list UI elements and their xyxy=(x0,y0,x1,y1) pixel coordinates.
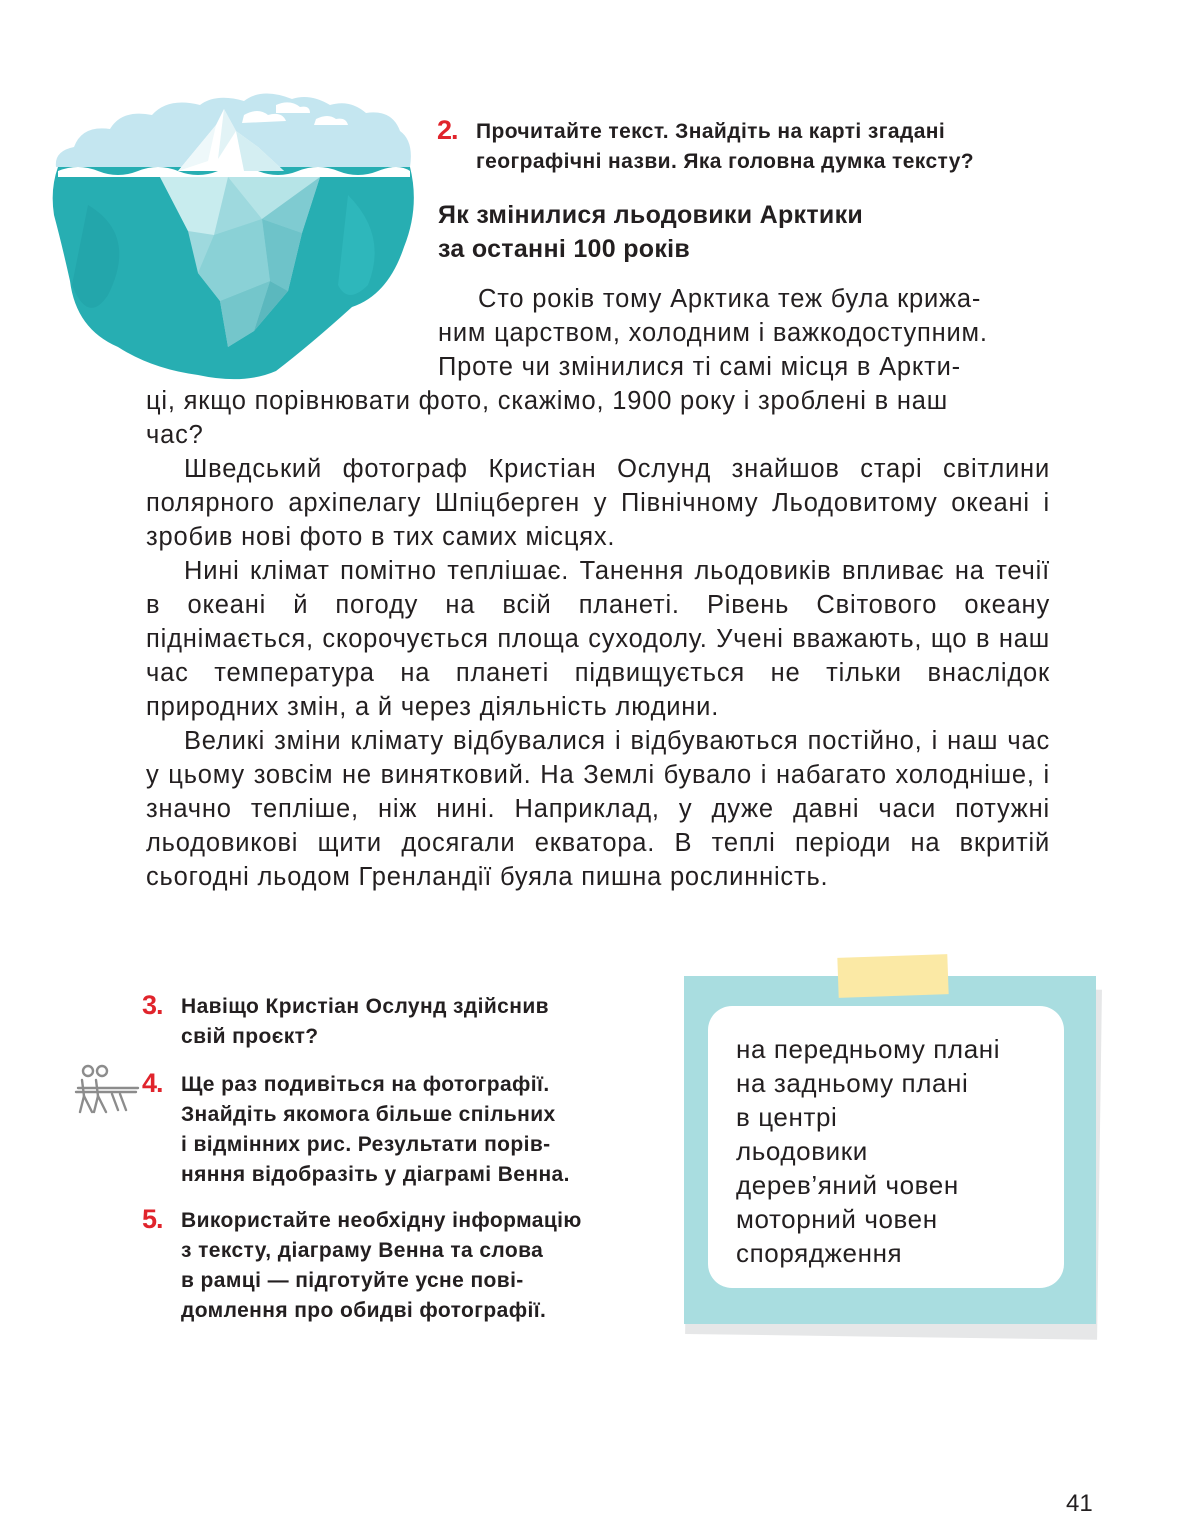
task-4-line-1: Ще раз подивіться на фотографії. xyxy=(181,1073,550,1096)
word-3: в центрі xyxy=(736,1102,838,1132)
task-4-line-3: і відмінних рис. Результати порів- xyxy=(181,1133,551,1156)
task-3-line-1: Навіщо Кристіан Ослунд здійснив xyxy=(181,995,549,1018)
task-5-line-1: Використайте необхідну інформацію xyxy=(181,1209,582,1232)
page-number: 41 xyxy=(1066,1490,1093,1517)
task-5-line-3: в рамці — підготуйте усне пові- xyxy=(181,1269,524,1292)
word-2: на задньому плані xyxy=(736,1068,969,1098)
article-title xyxy=(438,198,1038,266)
task-2-line-1: Прочитайте текст. Знайдіть на карті згадані xyxy=(476,120,946,143)
word-4: льодовики xyxy=(736,1136,868,1166)
p1-line-5: час? xyxy=(146,421,204,449)
task-2-number: 2. xyxy=(437,115,458,145)
p1-line-1: Сто років тому Арктика теж була крижа- xyxy=(478,285,982,313)
article-title-line-2: за останні 100 років xyxy=(438,235,691,263)
task-5-line-4: домлення про обидві фотографії. xyxy=(181,1299,547,1322)
article-body xyxy=(146,452,1050,894)
word-6: моторний човен xyxy=(736,1204,938,1234)
task-5 xyxy=(142,1206,617,1326)
task-4-line-4: няння відобразіть у діаграмі Венна. xyxy=(181,1163,570,1186)
article-paragraph-1 xyxy=(146,282,1050,452)
word-5: дерев’яний човен xyxy=(736,1170,959,1200)
p1-line-3: Проте чи змінилися ті самі місця в Аркти- xyxy=(438,353,961,381)
tape-strip xyxy=(837,954,948,998)
word-frame xyxy=(684,976,1096,1324)
word-7: спорядження xyxy=(736,1238,903,1268)
p1-line-2: ним царством, холодним і важкодоступним. xyxy=(438,319,988,347)
task-5-line-2: з тексту, діаграму Венна та слова xyxy=(181,1239,544,1262)
task-3-number: 3. xyxy=(142,990,163,1020)
article-title-line-1: Як змінилися льодовики Арктики xyxy=(438,201,864,229)
article-paragraph-2: Шведський фотограф Кристіан Ослунд знайшов старі світлини полярного архіпелагу Шпіцберген у Північному Льодовитому океані і зробив нові фото в тих самих місцях. xyxy=(146,455,1050,551)
word-1: на передньому плані xyxy=(736,1034,1001,1064)
task-4-line-2: Знайдіть якомога більше спільних xyxy=(181,1103,556,1126)
task-3-line-2: свій проєкт? xyxy=(181,1025,319,1048)
task-4-number: 4. xyxy=(142,1068,163,1098)
p1-line-4: ці, якщо порівнювати фото, скажімо, 1900 року і зроблені в наш xyxy=(146,387,949,415)
article-paragraph-4: Великі зміни клімату відбувалися і відбуваються постійно, і наш час у цьому зовсім не винятковий. На Землі бувало і набагато холодніше, і значно тепліше, ніж нині. Наприклад, у дуже давні часи потужні льодовикові щити досягали екватора. В теплі періоди на вкритій сьогодні льодом Гренландії буяла пишна рослинність. xyxy=(146,727,1050,891)
people-pulling-rope-icon xyxy=(72,1062,140,1118)
article-paragraph-3: Нині клімат помітно теплішає. Танення льодовиків впливає на течії в океані й погоду на всій планеті. Рівень Світового океану піднімається, скорочується площа суходолу. Учені вважають, що в наш час температура на планеті підвищується не тільки внаслідок природних змін, а й через діяльність людини. xyxy=(146,557,1050,721)
task-4 xyxy=(142,1070,617,1190)
task-2 xyxy=(437,117,1077,177)
task-5-number: 5. xyxy=(142,1204,163,1234)
word-frame-inner xyxy=(708,1006,1064,1288)
task-3 xyxy=(142,992,617,1052)
task-2-line-2: географічні назви. Яка головна думка тексту? xyxy=(476,150,975,173)
